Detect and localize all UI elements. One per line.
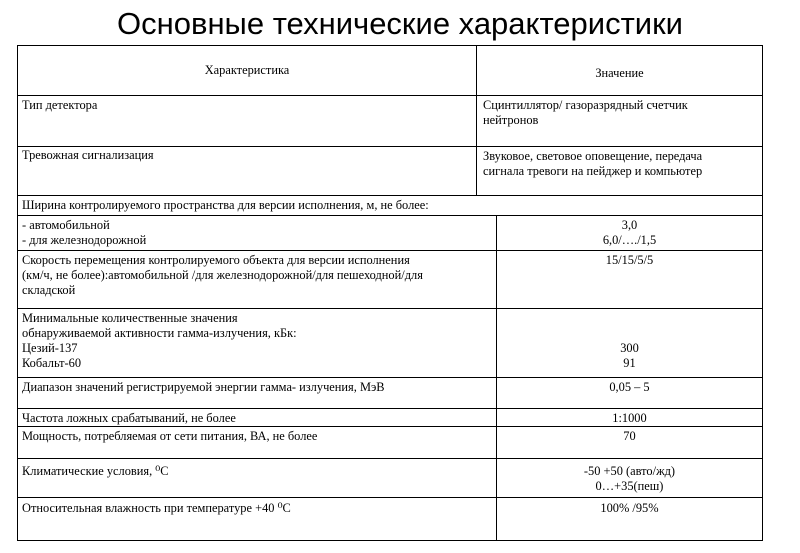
dash-mark: -: [22, 218, 27, 232]
slide-title: Основные технические характеристики: [117, 6, 683, 41]
power-label: Мощность, потребляемая от сети питания, ВА, не более: [22, 429, 318, 443]
row-divider: [18, 426, 762, 427]
false-alarms-value: 1:1000: [612, 411, 647, 425]
detector-label: Тип детектора: [22, 98, 98, 112]
speed-label: Скорость перемещения контролируемого объекта для версии исполнения (км/ч, не более):автомобильной /для железнодорожной/для пешеходной/для складской: [22, 253, 423, 297]
characteristics-table: [17, 45, 763, 541]
header-value: Значение: [595, 66, 644, 80]
width-label: Ширина контролируемого пространства для версии исполнения, м, не более:: [22, 198, 429, 212]
humidity-label: Относительная влажность при температуре +40 ⁰С: [22, 501, 291, 515]
row-divider: [18, 458, 762, 459]
row-divider: [18, 308, 762, 309]
row-divider: [18, 95, 762, 96]
power-value: 70: [623, 429, 636, 443]
row-divider: [18, 250, 762, 251]
detector-value: Сцинтиллятор/ газоразрядный счетчик нейтронов: [483, 98, 688, 127]
activity-label: Минимальные количественные значения обнаруживаемой активности гамма-излучения, кБк: Цезий-137 Кобальт-60: [22, 311, 297, 370]
row-divider: [18, 195, 762, 196]
width-options: - автомобильной - для железнодорожной: [22, 218, 147, 247]
humidity-value: 100% /95%: [600, 501, 659, 515]
alarm-value: Звуковое, световое оповещение, передача сигнала тревоги на пейджер и компьютер: [483, 149, 703, 178]
activity-values: 300 91: [620, 341, 639, 370]
false-alarms-label: Частота ложных срабатываний, не более: [22, 411, 236, 425]
energy-value: 0,05 – 5: [609, 380, 650, 394]
speed-value: 15/15/5/5: [605, 253, 654, 267]
row-divider: [18, 215, 762, 216]
energy-label: Диапазон значений регистрируемой энергии гамма- излучения, МэВ: [22, 380, 385, 394]
dash-mark: -: [22, 233, 27, 247]
width-values: 3,0 6,0/…./1,5: [602, 218, 657, 247]
row-divider: [18, 408, 762, 409]
row-divider: [18, 146, 762, 147]
row-divider: [18, 377, 762, 378]
header-characteristic: Характеристика: [204, 63, 290, 77]
alarm-label: Тревожная сигнализация: [22, 148, 154, 162]
row-divider: [18, 497, 762, 498]
climate-value: -50 +50 (авто/жд) 0…+35(пеш): [583, 464, 676, 493]
climate-label: Климатические условия, ⁰С: [22, 464, 169, 478]
